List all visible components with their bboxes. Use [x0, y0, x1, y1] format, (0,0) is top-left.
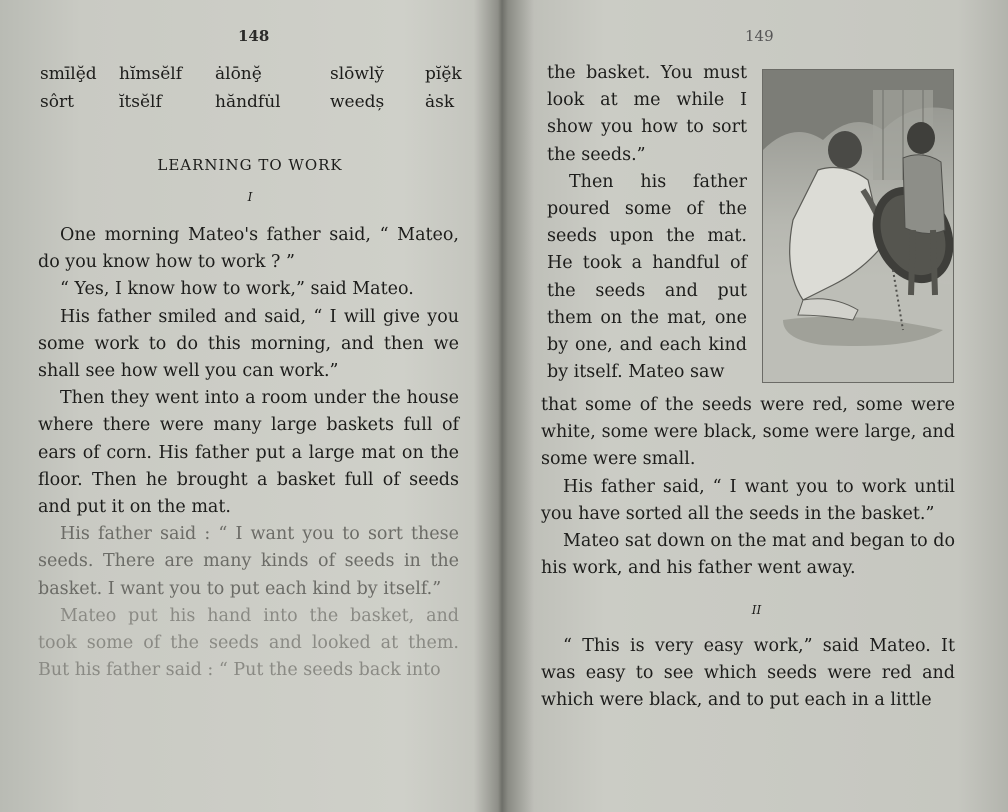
word-row: [40, 64, 460, 92]
right-page: [505, 0, 1008, 812]
right-page-part-two-text: [541, 633, 955, 715]
left-page-text: [38, 222, 459, 684]
right-page-wrapped-text: [547, 60, 747, 386]
page-number-right: 149: [745, 27, 774, 45]
word: hăndfu̇l: [215, 92, 281, 112]
part-numeral-one: I: [247, 190, 253, 204]
pronunciation-word-list: [40, 64, 460, 120]
left-page: [0, 0, 500, 812]
paragraph: “ Yes, I know how to work,” said Mateo.: [60, 279, 414, 300]
word: ĭtsĕlf: [119, 92, 162, 112]
word: ȧlōnḝ: [215, 64, 262, 84]
paragraph: Mateo put his hand into the basket, and took some of the seeds and looked at them. But his father said : “ Put the seeds back into: [38, 605, 459, 681]
story-title: LEARNING TO WORK: [157, 156, 343, 174]
part-numeral-two: II: [751, 603, 762, 617]
paragraph: His father said, “ I want you to work until you have sorted all the seeds in the basket.”: [541, 476, 955, 524]
illustration-boy-and-father-sorting-seeds: [762, 69, 954, 383]
paragraph: that some of the seeds were red, some were white, some were black, some were large, and some were small.: [541, 395, 955, 470]
right-page-text: [541, 392, 955, 582]
paragraph: Then his father poured some of the seeds upon the mat. He took a handful of the seeds and put them on the mat, one by one, and each kind by itself. Mateo saw: [547, 171, 747, 383]
word: smīlḝd: [40, 64, 97, 84]
word: ȧsk: [425, 92, 455, 112]
page-number-left: 148: [238, 27, 270, 45]
word-row: [40, 92, 460, 120]
word: hĭmsĕlf: [119, 64, 183, 84]
word: weedș: [330, 92, 385, 112]
paragraph: His father smiled and said, “ I will give you some work to do this morning, and then we shall see how well you can work.”: [38, 306, 459, 382]
paragraph: the basket. You must look at me while I show you how to sort the seeds.”: [547, 63, 747, 165]
paragraph: “ This is very easy work,” said Mateo. It was easy to see which seeds were red and which were black, and to put each in a little: [541, 636, 955, 711]
paragraph: One morning Mateo's father said, “ Mateo, do you know how to work ? ”: [38, 225, 459, 273]
word: slōwly̆: [330, 64, 384, 84]
paragraph: Then they went into a room under the house where there were many large baskets full of ears of corn. His father put a large mat on the floor. Then he brought a basket full of seeds and put it on the mat.: [38, 388, 459, 518]
illustration-drawing: [763, 70, 953, 382]
word: sôrt: [40, 92, 74, 112]
word: pĭḝk: [425, 64, 462, 84]
paragraph: Mateo sat down on the mat and began to do his work, and his father went away.: [541, 531, 955, 579]
paragraph: His father said : “ I want you to sort these seeds. There are many kinds of seeds in the basket. I want you to put each kind by itself.”: [38, 524, 459, 599]
